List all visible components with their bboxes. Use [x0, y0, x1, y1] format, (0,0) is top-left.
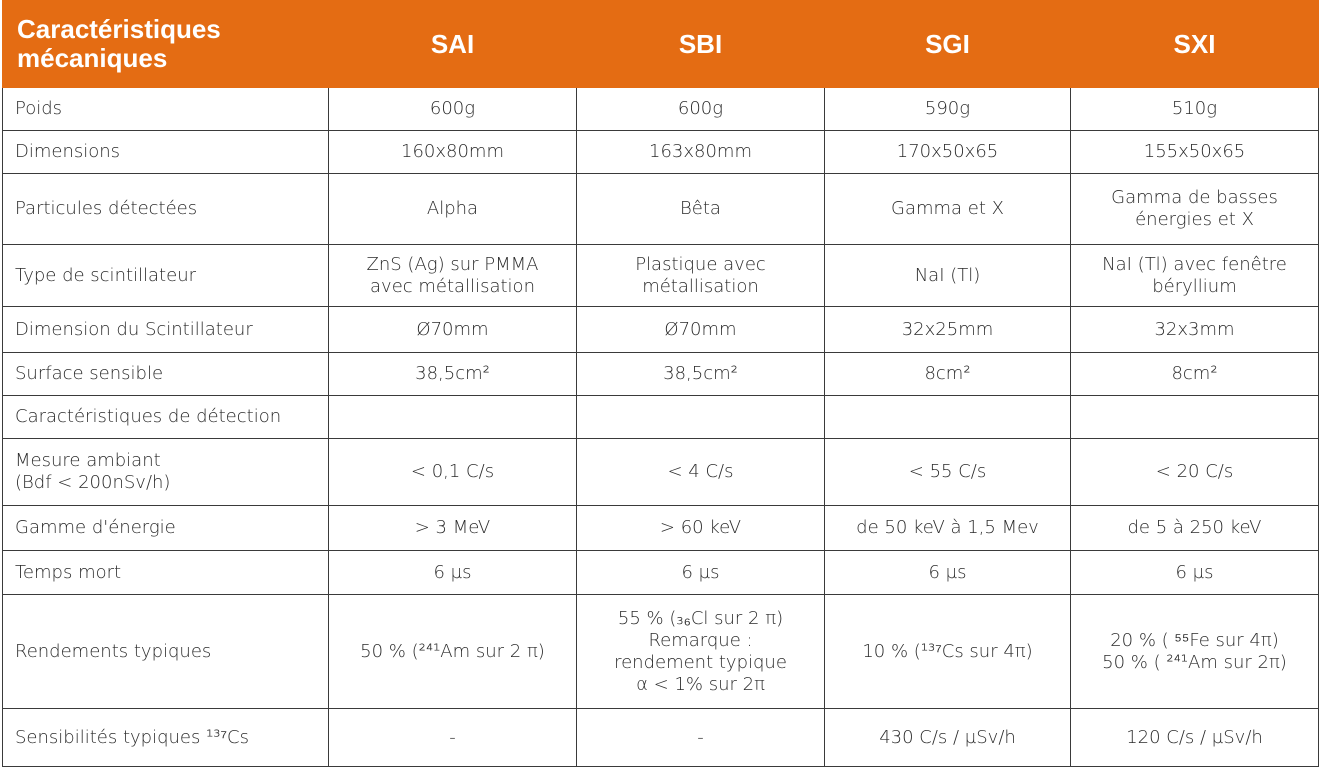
table-cell — [825, 551, 1071, 595]
header-row — [3, 1, 1319, 88]
row-label-text: Dimensions — [15, 141, 121, 162]
table-cell — [825, 353, 1071, 396]
table-cell — [1071, 353, 1319, 396]
cell-value: 6 µs — [681, 561, 720, 583]
table-cell — [1071, 506, 1319, 551]
table-row — [3, 396, 1319, 439]
table-cell — [825, 396, 1071, 439]
row-label-text: Type de scintillateur — [15, 264, 197, 286]
table-cell — [329, 131, 577, 174]
table-row — [3, 174, 1319, 245]
table-cell — [825, 245, 1071, 307]
cell-value: 6 µs — [1175, 561, 1214, 583]
cell-value: > 3 MeV — [414, 517, 491, 538]
table-cell — [825, 595, 1071, 709]
table-cell — [329, 353, 577, 396]
table-cell — [329, 174, 577, 245]
cell-value: Ø70mm — [664, 318, 737, 340]
cell-value: 600g — [677, 98, 724, 119]
cell-value: 20 % ( ⁵⁵Fe sur 4π) 50 % ( ²⁴¹Am sur 2π) — [1102, 629, 1287, 673]
column-header-sxi — [1071, 1, 1319, 88]
table-cell — [1071, 131, 1319, 174]
table-cell — [825, 709, 1071, 767]
table-row — [3, 131, 1319, 174]
cell-value: 600g — [429, 98, 476, 119]
table-cell — [577, 88, 825, 131]
row-label-text: Dimension du Scintillateur — [15, 318, 253, 340]
table-cell — [329, 245, 577, 307]
table-row — [3, 551, 1319, 595]
table-row — [3, 709, 1319, 767]
table-cell — [577, 245, 825, 307]
table-cell — [1071, 245, 1319, 307]
table-cell — [1071, 709, 1319, 767]
table-cell — [329, 595, 577, 709]
table-cell — [329, 551, 577, 595]
cell-value: Bêta — [680, 198, 721, 219]
column-header-label: SXI — [1173, 28, 1216, 59]
column-header-sgi — [825, 1, 1071, 88]
table-cell — [577, 396, 825, 439]
table-cell — [329, 88, 577, 131]
cell-value: < 55 C/s — [908, 461, 987, 482]
cell-value: 6 µs — [433, 561, 472, 583]
cell-value: - — [449, 726, 456, 748]
row-label-text: Sensibilités typiques ¹³⁷Cs — [15, 726, 249, 748]
table-row — [3, 595, 1319, 709]
table-cell — [825, 131, 1071, 174]
cell-value: Ø70mm — [416, 318, 489, 340]
table-cell — [577, 709, 825, 767]
table-cell — [329, 307, 577, 353]
cell-value: 10 % (¹³⁷Cs sur 4π) — [862, 640, 1033, 662]
table-cell — [1071, 551, 1319, 595]
table-cell — [1071, 174, 1319, 245]
table-row — [3, 439, 1319, 506]
cell-value: Alpha — [426, 198, 479, 219]
specifications-table — [2, 0, 1319, 767]
cell-value: 32x3mm — [1154, 318, 1235, 340]
cell-value: Gamma de basses énergies et X — [1111, 187, 1278, 230]
table-cell — [329, 506, 577, 551]
row-label — [3, 506, 329, 551]
cell-value: 8cm² — [1171, 363, 1218, 384]
table-cell — [825, 174, 1071, 245]
table-row — [3, 88, 1319, 131]
table-cell — [577, 439, 825, 506]
row-label-text: Mesure ambiant (Bdf < 200nSv/h) — [15, 450, 171, 493]
cell-value: 120 C/s / µSv/h — [1126, 726, 1263, 748]
table-row — [3, 506, 1319, 551]
cell-value: > 60 keV — [659, 517, 742, 538]
table-cell — [329, 709, 577, 767]
table-cell — [577, 174, 825, 245]
table-cell — [825, 307, 1071, 353]
cell-value: 155x50x65 — [1143, 141, 1246, 162]
cell-value: NaI (Tl) avec fenêtre béryllium — [1102, 253, 1287, 297]
table-cell — [577, 353, 825, 396]
row-label-text: Rendements typiques — [15, 640, 212, 662]
cell-value: 55 % (₃₆Cl sur 2 π) Remarque : rendement typique α < 1% sur 2π — [614, 607, 787, 695]
cell-value: NaI (Tl) — [914, 264, 981, 286]
table-header — [3, 1, 1319, 88]
table-cell — [1071, 595, 1319, 709]
column-header-sbi — [577, 1, 825, 88]
table-cell — [1071, 396, 1319, 439]
cell-value: Plastique avec métallisation — [635, 253, 766, 297]
cell-value: de 50 keV à 1,5 Mev — [856, 517, 1039, 538]
table-cell — [329, 439, 577, 506]
table-cell — [1071, 307, 1319, 353]
row-label — [3, 353, 329, 396]
cell-value: 6 µs — [928, 561, 967, 583]
row-label — [3, 307, 329, 353]
cell-value: 50 % (²⁴¹Am sur 2 π) — [360, 640, 545, 662]
header-title: Caractéristiques mécaniques — [17, 14, 221, 73]
row-label-text: Temps mort — [15, 561, 122, 583]
row-label-text: Gamme d'énergie — [15, 517, 176, 538]
table-cell — [1071, 439, 1319, 506]
cell-value: 160x80mm — [401, 141, 504, 162]
column-header-label: SGI — [925, 28, 970, 59]
row-label-text: Surface sensible — [15, 363, 164, 384]
cell-value: 8cm² — [924, 363, 971, 384]
cell-value: Gamma et X — [891, 198, 1004, 219]
table-cell — [825, 439, 1071, 506]
table-cell — [825, 88, 1071, 131]
cell-value: de 5 à 250 keV — [1127, 517, 1262, 538]
cell-value: < 20 C/s — [1155, 461, 1234, 482]
row-label — [3, 595, 329, 709]
row-label — [3, 439, 329, 506]
table-row — [3, 353, 1319, 396]
table-row — [3, 245, 1319, 307]
row-label-text: Caractéristiques de détection — [15, 406, 282, 427]
cell-value: < 4 C/s — [667, 461, 734, 482]
column-header-label: SBI — [678, 28, 723, 59]
row-label — [3, 551, 329, 595]
cell-value: 38,5cm² — [415, 363, 490, 384]
cell-value: < 0,1 C/s — [410, 461, 495, 482]
cell-value: 170x50x65 — [896, 141, 999, 162]
table-cell — [1071, 88, 1319, 131]
cell-value: 38,5cm² — [663, 363, 738, 384]
row-label-text: Particules détectées — [15, 198, 198, 219]
table-cell — [825, 506, 1071, 551]
table-body — [3, 88, 1319, 767]
column-header-sai — [329, 1, 577, 88]
cell-value: 590g — [924, 98, 971, 119]
table-cell — [577, 551, 825, 595]
cell-value: 32x25mm — [901, 318, 994, 340]
row-label — [3, 396, 329, 439]
table-cell — [577, 307, 825, 353]
table-cell — [577, 506, 825, 551]
cell-value: 510g — [1171, 98, 1218, 119]
table-cell — [577, 595, 825, 709]
table-cell — [329, 396, 577, 439]
row-label — [3, 174, 329, 245]
row-label — [3, 131, 329, 174]
cell-value: 163x80mm — [649, 141, 752, 162]
cell-value: 430 C/s / µSv/h — [879, 726, 1016, 748]
cell-value: - — [697, 726, 704, 748]
column-header-label: SAI — [430, 28, 475, 59]
row-label-text: Poids — [15, 98, 63, 119]
table-cell — [577, 131, 825, 174]
table-row — [3, 307, 1319, 353]
row-label — [3, 709, 329, 767]
header-title-cell — [3, 1, 329, 88]
cell-value: ZnS (Ag) sur PMMA avec métallisation — [366, 253, 539, 297]
row-label — [3, 245, 329, 307]
row-label — [3, 88, 329, 131]
